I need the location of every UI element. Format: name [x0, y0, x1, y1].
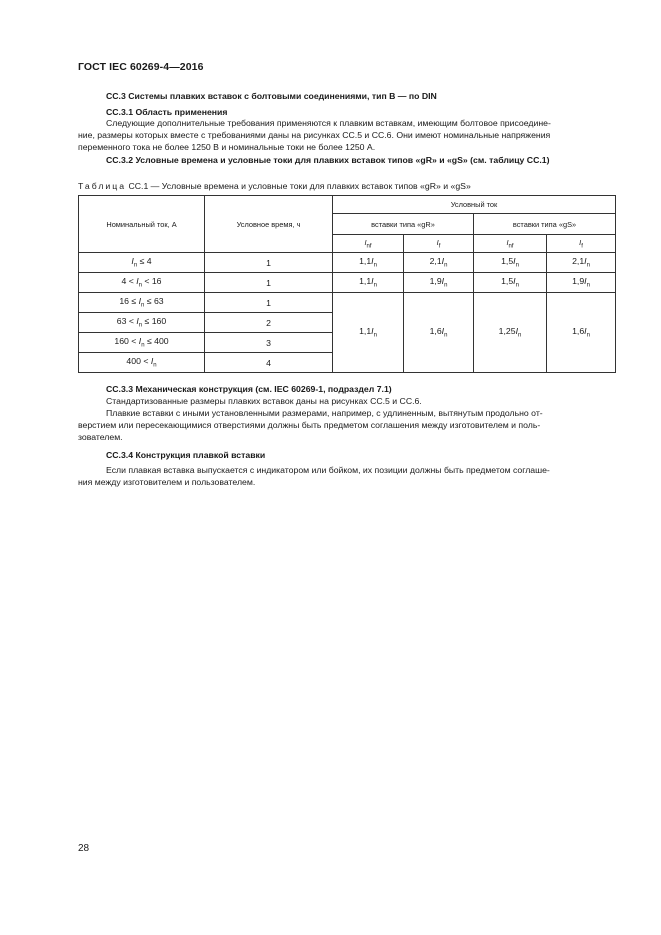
header-gs-if: $I_f$: [547, 235, 616, 253]
header-conventional-current: Условный ток: [333, 196, 616, 214]
cell-time: 1: [205, 253, 333, 273]
cell-gs-inf: $1,5I_n$: [474, 253, 547, 273]
header-gs-inf: $I_{nf}$: [474, 235, 547, 253]
cell-current: $63 < I_n \le 160$: [79, 313, 205, 333]
header-gr-if: $I_f$: [404, 235, 474, 253]
table-row: [79, 293, 616, 313]
document-header: ГОСТ IEC 60269-4—2016: [78, 61, 204, 73]
paragraph-line: Если плавкая вставка выпускается с индикатором или бойком, их позиции должны быть предметом соглаше-: [106, 465, 550, 475]
cell-gr-inf-merged: $1,1I_n$: [333, 293, 404, 373]
cell-current: $I_n \le 4$: [79, 253, 205, 273]
header-gr-fuses: вставки типа «gR»: [333, 214, 474, 235]
table-row: [79, 273, 616, 293]
paragraph-line: зователем.: [78, 432, 123, 442]
table-caption-text: СС.1 — Условные времена и условные токи для плавких вставок типов «gR» и «gS»: [126, 181, 471, 191]
cell-gs-if: $2,1I_n$: [547, 253, 616, 273]
table-row: [79, 253, 616, 273]
header-gs-fuses: вставки типа «gS»: [474, 214, 616, 235]
cell-current: $400 < I_n$: [79, 353, 205, 373]
section-heading-cc31: СС.3.1 Область применения: [106, 107, 228, 117]
cell-time: 2: [205, 313, 333, 333]
cell-gr-if: $1,9I_n$: [404, 273, 474, 293]
table-cc1: [78, 195, 616, 373]
cell-time: 4: [205, 353, 333, 373]
cell-gr-inf: $1,1I_n$: [333, 253, 404, 273]
cell-time: 1: [205, 273, 333, 293]
cell-gs-inf-merged: $1,25I_n$: [474, 293, 547, 373]
cell-gr-if-merged: $1,6I_n$: [404, 293, 474, 373]
section-heading-cc33: СС.3.3 Механическая конструкция (см. IEC 60269-1, подраздел 7.1): [106, 384, 392, 394]
header-conventional-time: Условное время, ч: [205, 196, 333, 253]
section-heading-cc32: СС.3.2 Условные времена и условные токи для плавких вставок типов «gR» и «gS» (см. таблицу СС.1): [106, 155, 550, 165]
cell-time: 3: [205, 333, 333, 353]
header-gr-inf: $I_{nf}$: [333, 235, 404, 253]
section-heading-cc34: СС.3.4 Конструкция плавкой вставки: [106, 450, 266, 460]
paragraph-line: Плавкие вставки с иными установленными размерами, например, с удлиненным, вытянутым продольно от-: [106, 408, 543, 418]
cell-gr-if: $2,1I_n$: [404, 253, 474, 273]
paragraph-line: верстием или пересекающимися отверстиями должны быть предметом соглашения между изготовителем и поль-: [78, 420, 541, 430]
paragraph-line: ние, размеры которых вместе с требованиями даны на рисунках СС.5 и СС.6. Они имеют номинальные напряжения: [78, 130, 551, 140]
section-heading-cc3: СС.3 Системы плавких вставок с болтовыми соединениями, тип В — по DIN: [106, 91, 437, 101]
cell-gs-if-merged: $1,6I_n$: [547, 293, 616, 373]
paragraph-line: Стандартизованные размеры плавких вставок даны на рисунках СС.5 и СС.6.: [106, 396, 422, 406]
header-rated-current: Номинальный ток, А: [79, 196, 205, 253]
table-caption-word: Таблица: [78, 181, 127, 191]
cell-current: $16 \le I_n \le 63$: [79, 293, 205, 313]
page-number: 28: [78, 843, 90, 854]
table-caption: [78, 181, 471, 191]
cell-current: $4 < I_n < 16$: [79, 273, 205, 293]
cell-gs-inf: $1,5I_n$: [474, 273, 547, 293]
paragraph-line: Следующие дополнительные требования применяются к плавким вставкам, имеющим болтовое присоедине-: [106, 118, 551, 128]
paragraph-line: ния между изготовителем и пользователем.: [78, 477, 256, 487]
paragraph-line: переменного тока не более 1250 В и номинальные токи не более 1250 А.: [78, 142, 376, 152]
cell-gs-if: $1,9I_n$: [547, 273, 616, 293]
cell-gr-inf: $1,1I_n$: [333, 273, 404, 293]
cell-current: $160 < I_n \le 400$: [79, 333, 205, 353]
cell-time: 1: [205, 293, 333, 313]
